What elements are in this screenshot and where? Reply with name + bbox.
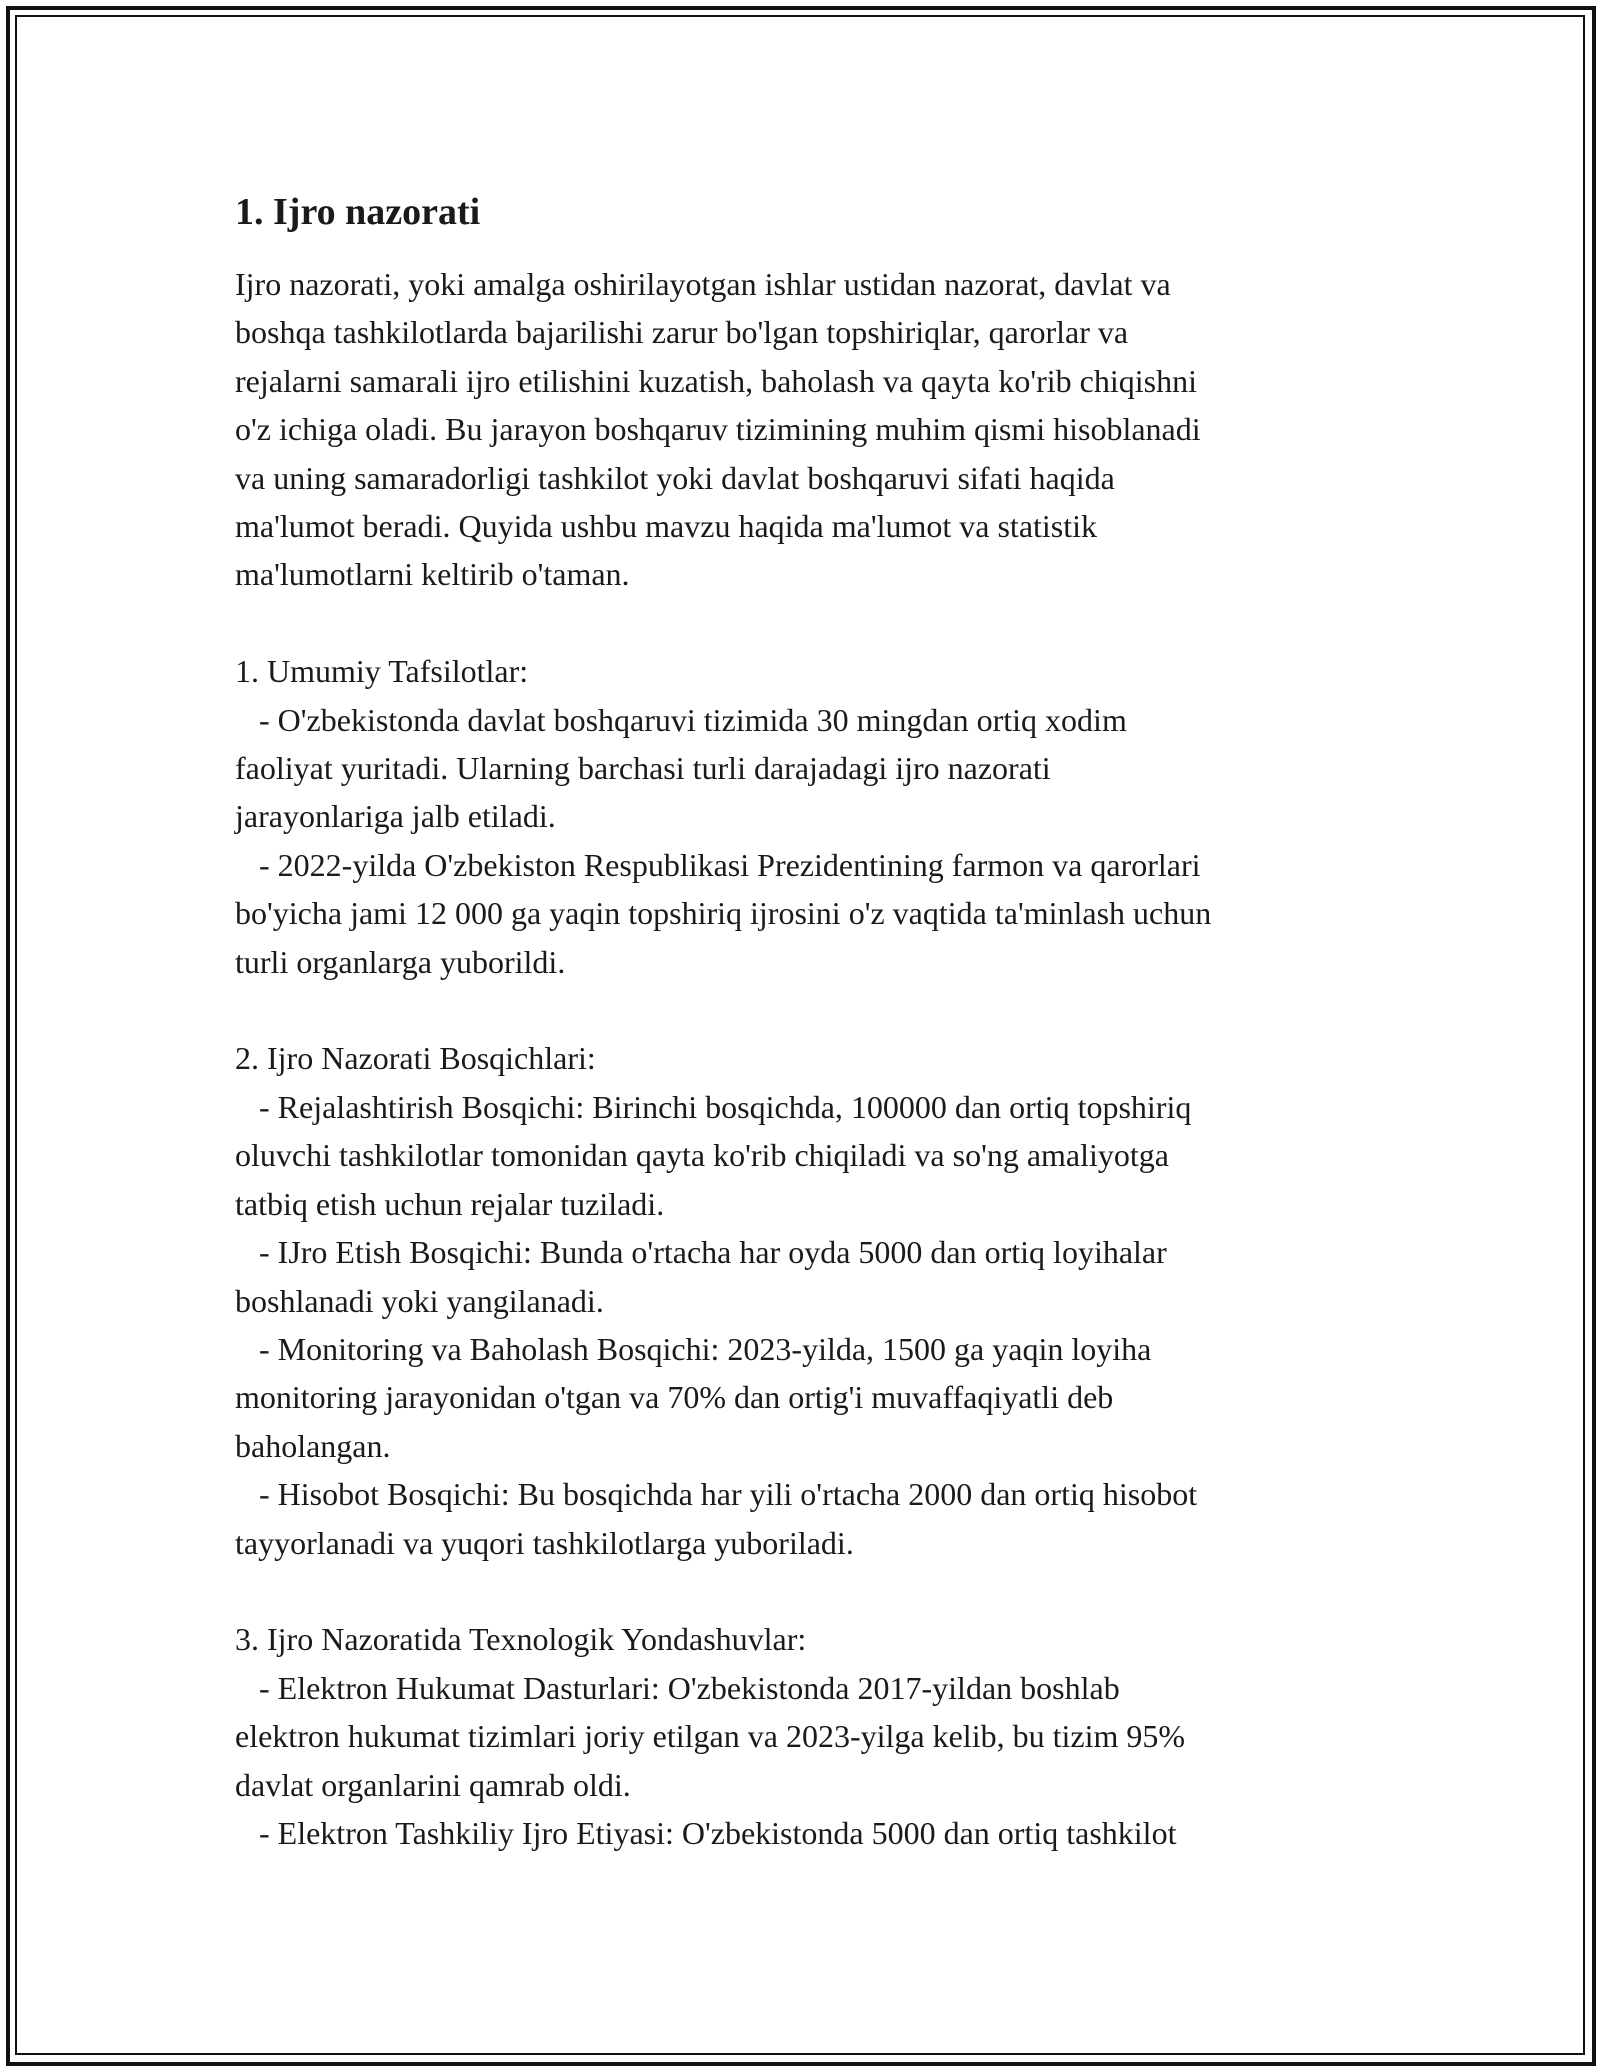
section-heading: 2. Ijro Nazorati Bosqichlari: — [235, 1040, 596, 1077]
intro-paragraph: Ijro nazorati, yoki amalga oshirilayotgan ishlar ustidan nazorat, davlat va boshqa tashkilotlarda bajarilishi zarur bo'lgan topshiriqlar, qarorlar va rejalarni samarali ijro etilishini kuzatish, baholash va qayta ko'rib chiqishni o'z ichiga oladi. Bu jarayon boshqaruv tizimining muhim qismi hisoblanadi va uning samaradorligi tashkilot yoki davlat boshqaruvi sifati haqida ma'lumot beradi. Quyida ushbu mavzu haqida ma'lumot va statistik ma'lumotlarni keltirib o'taman. — [235, 266, 1201, 593]
section-control-stages — [235, 1034, 1365, 1566]
list-item: - Elektron Tashkiliy Ijro Etiyasi: O'zbekistonda 5000 dan ortiq tashkilot — [235, 1814, 1177, 1851]
section-technology-approaches — [235, 1615, 1365, 1857]
document-body — [235, 186, 1365, 1857]
paragraph-gap — [235, 1567, 1365, 1615]
section-heading: 1. Umumiy Tafsilotlar: — [235, 653, 529, 690]
list-item: - Hisobot Bosqichi: Bu bosqichda har yili o'rtacha 2000 dan ortiq hisobot tayyorlanadi va yuqori tashkilotlarga yuboriladi. — [235, 1476, 1198, 1561]
list-item: - Elektron Hukumat Dasturlari: O'zbekistonda 2017-yildan boshlab elektron hukumat tizimlari joriy etilgan va 2023-yilga kelib, bu tizim 95% davlat organlarini qamrab oldi. — [235, 1669, 1185, 1803]
section-general-details — [235, 647, 1365, 986]
list-item: - Rejalashtirish Bosqichi: Birinchi bosqichda, 100000 dan ortiq topshiriq oluvchi tashkilotlar tomonidan qayta ko'rib chiqiladi va so'ng amaliyotga tatbiq etish uchun rejalar tuziladi. — [235, 1088, 1192, 1222]
paragraph-gap — [235, 599, 1365, 647]
list-item: - O'zbekistonda davlat boshqaruvi tizimida 30 mingdan ortiq xodim faoliyat yuritadi. Ularning barchasi turli darajadagi ijro nazorati jarayonlariga jalb etiladi. — [235, 701, 1127, 835]
list-item: - 2022-yilda O'zbekiston Respublikasi Prezidentining farmon va qarorlari bo'yicha jami 12 000 ga yaqin topshiriq ijrosini o'z vaqtida ta'minlash uchun turli organlarga yuborildi. — [235, 846, 1212, 980]
document-title: 1. Ijro nazorati — [235, 191, 481, 233]
list-item: - IJro Etish Bosqichi: Bunda o'rtacha har oyda 5000 dan ortiq loyihalar boshlanadi yoki yangilanadi. — [235, 1234, 1167, 1319]
paragraph-gap — [235, 986, 1365, 1034]
section-heading: 3. Ijro Nazoratida Texnologik Yondashuvlar: — [235, 1621, 807, 1658]
list-item: - Monitoring va Baholash Bosqichi: 2023-yilda, 1500 ga yaqin loyiha monitoring jarayonidan o'tgan va 70% dan ortig'i muvaffaqiyatli deb baholangan. — [235, 1330, 1152, 1464]
